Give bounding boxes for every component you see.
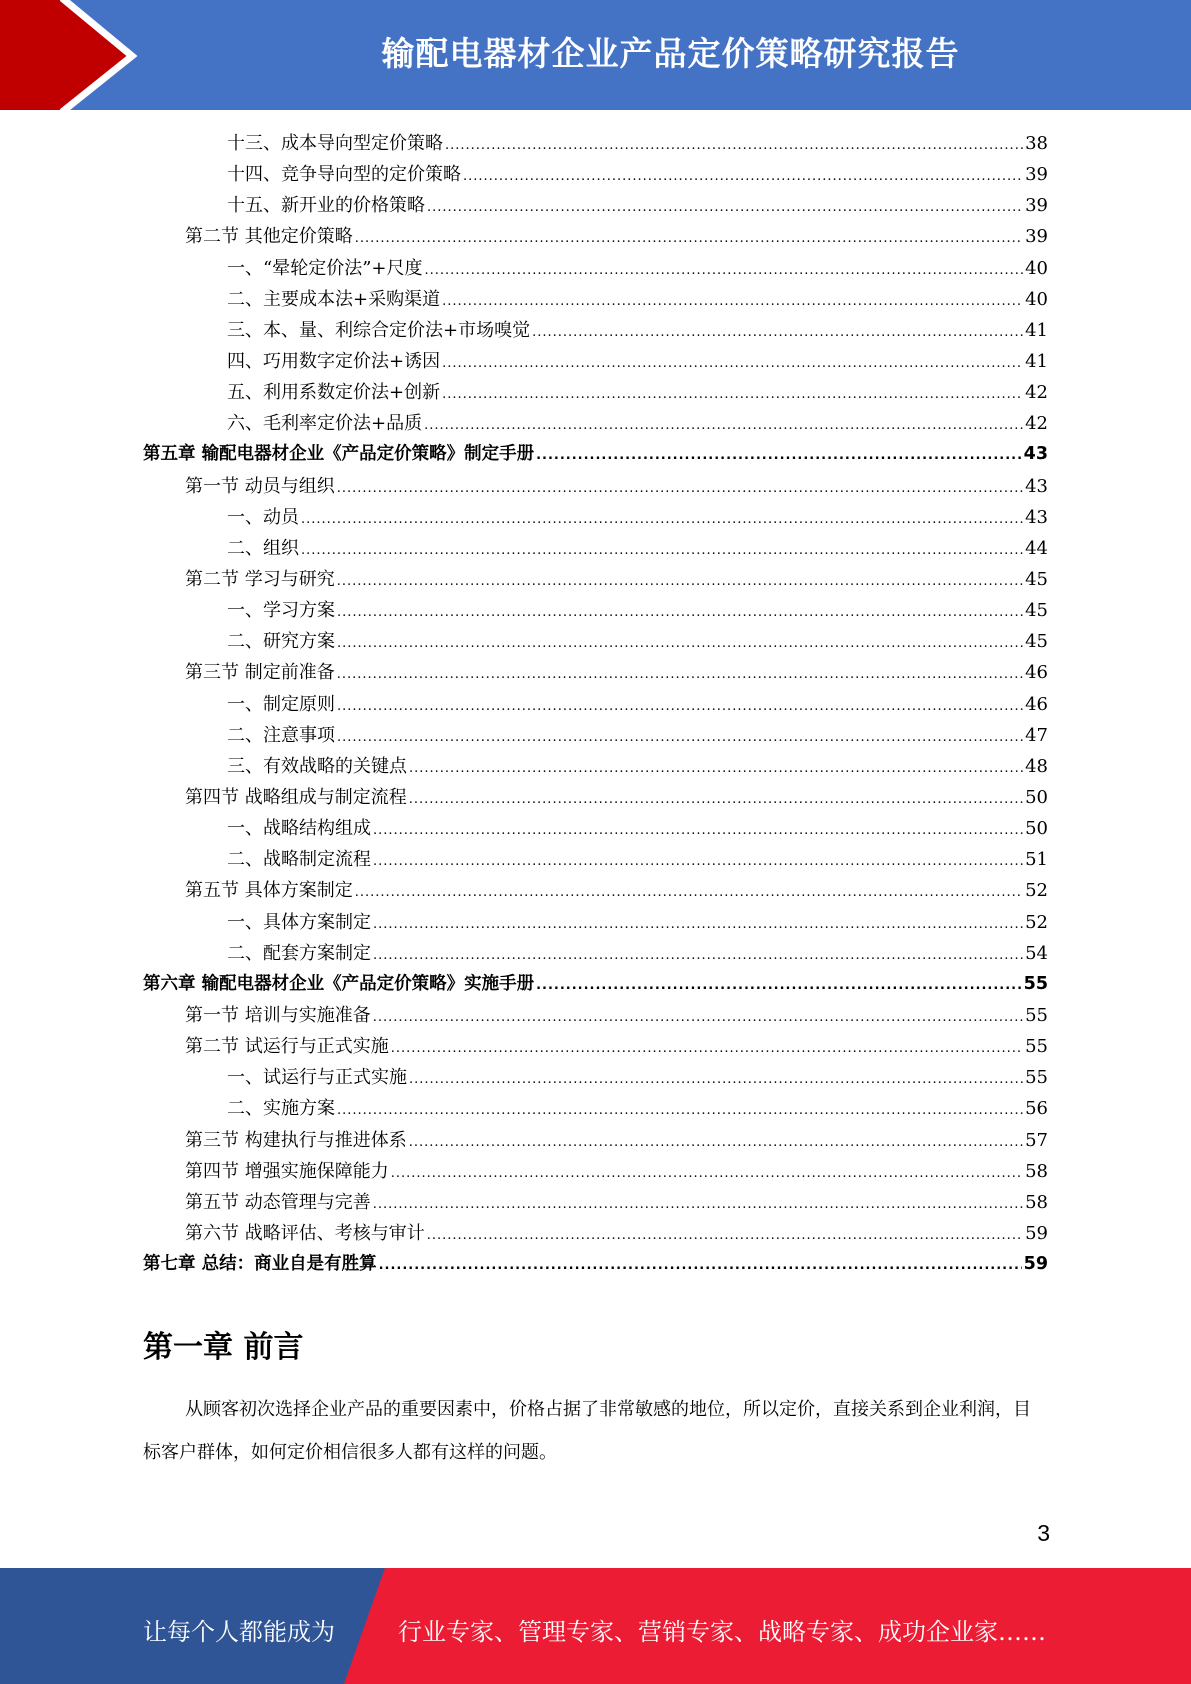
toc-entry-title: 十五、新开业的价格策略 [227,195,425,217]
toc-leader-dots [424,410,1023,441]
toc-leader-dots [427,1220,1023,1251]
toc-entry-page: 54 [1025,942,1048,964]
toc-entry-page: 56 [1025,1098,1048,1120]
toc-entry[interactable] [143,1249,1048,1280]
toc-entry-page: 50 [1025,786,1048,808]
toc-entry[interactable] [143,657,1048,688]
toc-leader-dots [337,691,1023,722]
toc-entry-title: 三、有效战略的关键点 [227,755,407,777]
toc-entry-title: 第二节 其他定价策略 [185,226,353,248]
toc-leader-dots [391,1158,1023,1189]
toc-entry-page: 42 [1025,413,1048,435]
toc-entry[interactable] [143,377,1048,408]
toc-leader-dots [391,1033,1023,1064]
toc-leader-dots [409,1064,1023,1095]
toc-entry-title: 第三节 制定前准备 [185,662,335,684]
toc-entry-title: 第七章 总结：商业自是有胜算 [143,1254,377,1275]
toc-entry-title: 第四节 战略组成与制定流程 [185,786,407,808]
toc-entry[interactable] [143,595,1048,626]
toc-entry[interactable] [143,1062,1048,1093]
toc-entry[interactable] [143,907,1048,938]
toc-entry-page: 55 [1025,1004,1048,1026]
table-of-contents [143,128,1048,1280]
toc-entry[interactable] [143,284,1048,315]
toc-entry[interactable] [143,938,1048,969]
toc-entry-page: 39 [1025,195,1048,217]
toc-entry-page: 47 [1025,724,1048,746]
toc-entry[interactable] [143,875,1048,906]
toc-leader-dots [337,722,1023,753]
toc-entry-title: 二、实施方案 [227,1098,335,1120]
toc-entry-page: 45 [1025,568,1048,590]
toc-entry-title: 一、动员 [227,506,299,528]
toc-leader-dots [442,379,1023,410]
toc-leader-dots [445,130,1023,161]
toc-entry-page: 41 [1025,350,1048,372]
toc-entry-title: 第六节 战略评估、考核与审计 [185,1222,425,1244]
toc-entry[interactable] [143,1187,1048,1218]
toc-entry-page: 39 [1025,226,1048,248]
toc-leader-dots [442,286,1023,317]
toc-entry-title: 四、巧用数字定价法+诱因 [227,350,441,372]
toc-entry-page: 50 [1025,818,1048,840]
toc-leader-dots [301,504,1023,535]
toc-entry[interactable] [143,626,1048,657]
toc-entry-title: 一、学习方案 [227,600,335,622]
toc-entry-page: 44 [1025,537,1048,559]
toc-entry-page: 51 [1025,849,1048,871]
page-number: 3 [1037,1520,1050,1546]
chapter-heading: 第一章 前言 [143,1330,304,1365]
toc-entry-title: 二、组织 [227,537,299,559]
toc-entry[interactable] [143,253,1048,284]
toc-entry-title: 三、本、量、利综合定价法+市场嗅觉 [227,319,531,341]
toc-entry-title: 第五节 动态管理与完善 [185,1191,371,1213]
toc-leader-dots [373,846,1023,877]
toc-entry-page: 55 [1025,1036,1048,1058]
toc-entry-page: 46 [1025,693,1048,715]
toc-entry[interactable] [143,439,1048,470]
toc-leader-dots [427,192,1023,223]
toc-entry-title: 第一节 动员与组织 [185,475,335,497]
toc-entry-page: 39 [1025,164,1048,186]
toc-entry-page: 45 [1025,631,1048,653]
toc-entry-page: 52 [1025,911,1048,933]
toc-entry[interactable] [143,128,1048,159]
toc-entry-title: 六、毛利率定价法+品质 [227,413,423,435]
toc-leader-dots [409,784,1023,815]
toc-leader-dots [373,940,1023,971]
toc-leader-dots [337,566,1023,597]
toc-entry-title: 一、战略结构组成 [227,818,371,840]
toc-entry[interactable] [143,1093,1048,1124]
toc-leader-dots [373,909,1023,940]
toc-entry[interactable] [143,533,1048,564]
toc-entry-title: 二、主要成本法+采购渠道 [227,288,441,310]
toc-entry[interactable] [143,813,1048,844]
toc-entry-page: 55 [1023,973,1048,994]
toc-leader-dots [373,1002,1023,1033]
toc-entry[interactable] [143,471,1048,502]
toc-entry-page: 52 [1025,880,1048,902]
toc-entry[interactable] [143,1156,1048,1187]
toc-entry[interactable] [143,190,1048,221]
toc-entry-page: 46 [1025,662,1048,684]
page-header-banner [0,0,1191,110]
toc-entry[interactable] [143,159,1048,190]
toc-entry-title: 十三、成本导向型定价策略 [227,133,443,154]
toc-entry[interactable] [143,844,1048,875]
toc-leader-dots [536,440,1022,471]
toc-entry[interactable] [143,689,1048,720]
toc-entry-title: 第三节 构建执行与推进体系 [185,1129,407,1151]
toc-entry[interactable] [143,1125,1048,1156]
page-footer-banner [0,1568,1191,1684]
toc-entry-title: 第四节 增强实施保障能力 [185,1160,389,1182]
toc-entry[interactable] [143,346,1048,377]
toc-entry-page: 41 [1025,319,1048,341]
toc-entry-page: 55 [1025,1067,1048,1089]
footer-slogan-left: 让每个人都能成为 [143,1618,335,1646]
body-paragraph: 从顾客初次选择企业产品的重要因素中，价格占据了非常敏感的地位，所以定价，直接关系到企业利润，目标客户群体，如何定价相信很多人都有这样的问题。 [143,1399,1031,1463]
toc-entry-title: 第五节 具体方案制定 [185,880,353,902]
toc-entry-page: 58 [1025,1191,1048,1213]
toc-leader-dots [373,1189,1023,1220]
toc-leader-dots [379,1250,1022,1281]
toc-entry-title: 一、制定原则 [227,693,335,715]
toc-entry-page: 57 [1025,1129,1048,1151]
toc-entry-page: 38 [1025,133,1048,154]
toc-entry-title: 二、注意事项 [227,724,335,746]
toc-leader-dots [409,1127,1023,1158]
toc-entry-title: 一、试运行与正式实施 [227,1067,407,1089]
toc-entry-title: 五、利用系数定价法+创新 [227,382,441,404]
toc-leader-dots [532,317,1023,348]
toc-leader-dots [337,597,1023,628]
toc-entry[interactable] [143,408,1048,439]
toc-entry-page: 40 [1025,257,1048,279]
toc-leader-dots [355,223,1023,254]
toc-entry-page: 40 [1025,288,1048,310]
toc-entry[interactable] [143,751,1048,782]
toc-entry-page: 45 [1025,600,1048,622]
toc-entry-title: 二、配套方案制定 [227,942,371,964]
toc-entry-title: 二、战略制定流程 [227,849,371,871]
toc-entry-page: 59 [1023,1254,1048,1275]
toc-entry[interactable] [143,1031,1048,1062]
toc-leader-dots [301,535,1023,566]
toc-entry[interactable] [143,969,1048,1000]
toc-entry[interactable] [143,720,1048,751]
toc-entry-page: 43 [1023,444,1048,465]
toc-leader-dots [373,815,1023,846]
toc-leader-dots [337,1095,1023,1126]
toc-leader-dots [442,348,1023,379]
toc-entry-title: 十四、竞争导向型的定价策略 [227,164,461,186]
toc-leader-dots [409,753,1023,784]
toc-leader-dots [337,628,1023,659]
toc-entry-title: 第五章 输配电器材企业《产品定价策略》制定手册 [143,444,535,465]
toc-entry-page: 58 [1025,1160,1048,1182]
toc-entry-title: 第一节 培训与实施准备 [185,1004,371,1026]
toc-leader-dots [463,161,1023,192]
toc-entry-title: 一、具体方案制定 [227,911,371,933]
toc-entry-title: 二、研究方案 [227,631,335,653]
report-title: 输配电器材企业产品定价策略研究报告 [381,34,960,73]
toc-entry-title: 第二节 试运行与正式实施 [185,1036,389,1058]
toc-entry-page: 42 [1025,382,1048,404]
toc-entry[interactable] [143,1000,1048,1031]
toc-entry[interactable] [143,502,1048,533]
toc-entry-title: 一、“晕轮定价法”+尺度 [227,257,423,279]
toc-entry-title: 第二节 学习与研究 [185,568,335,590]
toc-leader-dots [355,877,1023,908]
toc-leader-dots [337,473,1023,504]
toc-entry[interactable] [143,221,1048,252]
toc-entry[interactable] [143,564,1048,595]
toc-entry[interactable] [143,782,1048,813]
toc-entry-page: 43 [1025,506,1048,528]
toc-leader-dots [536,970,1022,1001]
toc-entry[interactable] [143,1218,1048,1249]
toc-leader-dots [425,255,1024,286]
footer-slogan-right: 行业专家、管理专家、营销专家、战略专家、成功企业家…… [398,1618,1046,1646]
toc-entry[interactable] [143,315,1048,346]
toc-entry-title: 第六章 输配电器材企业《产品定价策略》实施手册 [143,973,535,994]
toc-leader-dots [337,659,1023,690]
toc-entry-page: 43 [1025,475,1048,497]
toc-entry-page: 48 [1025,755,1048,777]
toc-entry-page: 59 [1025,1222,1048,1244]
